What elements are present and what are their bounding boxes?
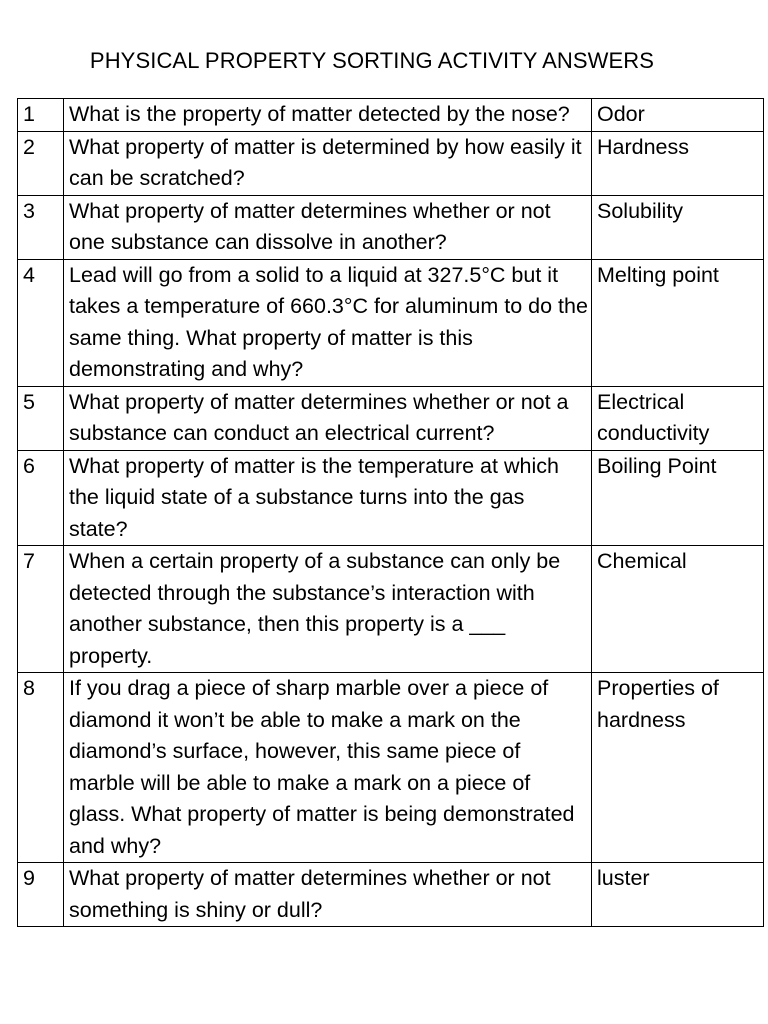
row-number: 8 [18, 673, 64, 863]
question-text: What property of matter is the temperature at which the liquid state of a substance turns into the gas state? [64, 450, 592, 546]
table-row [18, 546, 764, 673]
table-row [18, 131, 764, 195]
row-number: 6 [18, 450, 64, 546]
answer-text: Odor [592, 99, 764, 132]
table-row [18, 673, 764, 863]
row-number: 2 [18, 131, 64, 195]
question-text: What is the property of matter detected by the nose? [64, 99, 592, 132]
row-number: 5 [18, 386, 64, 450]
answer-text: Electrical conductivity [592, 386, 764, 450]
table-row [18, 386, 764, 450]
answer-text: luster [592, 863, 764, 927]
question-text: What property of matter determines whether or not something is shiny or dull? [64, 863, 592, 927]
table-row [18, 450, 764, 546]
answer-text: Melting point [592, 259, 764, 386]
question-text: What property of matter determines whether or not a substance can conduct an electrical current? [64, 386, 592, 450]
question-text: If you drag a piece of sharp marble over a piece of diamond it won’t be able to make a mark on the diamond’s surface, however, this same piece of marble will be able to make a mark on a piece of glass. What property of matter is being demonstrated and why? [64, 673, 592, 863]
question-text: What property of matter determines whether or not one substance can dissolve in another? [64, 195, 592, 259]
table-row [18, 863, 764, 927]
table-row [18, 99, 764, 132]
question-text: Lead will go from a solid to a liquid at 327.5°C but it takes a temperature of 660.3°C for aluminum to do the same thing. What property of matter is this demonstrating and why? [64, 259, 592, 386]
question-text: When a certain property of a substance can only be detected through the substance’s interaction with another substance, then this property is a ___ property. [64, 546, 592, 673]
answer-text: Chemical [592, 546, 764, 673]
row-number: 3 [18, 195, 64, 259]
table-row [18, 259, 764, 386]
answer-text: Boiling Point [592, 450, 764, 546]
row-number: 7 [18, 546, 64, 673]
row-number: 9 [18, 863, 64, 927]
answer-table [17, 98, 764, 927]
question-text: What property of matter is determined by how easily it can be scratched? [64, 131, 592, 195]
answer-text: Hardness [592, 131, 764, 195]
answer-text: Solubility [592, 195, 764, 259]
row-number: 1 [18, 99, 64, 132]
row-number: 4 [18, 259, 64, 386]
page-title: PHYSICAL PROPERTY SORTING ACTIVITY ANSWERS [89, 48, 655, 73]
table-row [18, 195, 764, 259]
answer-text: Properties of hardness [592, 673, 764, 863]
